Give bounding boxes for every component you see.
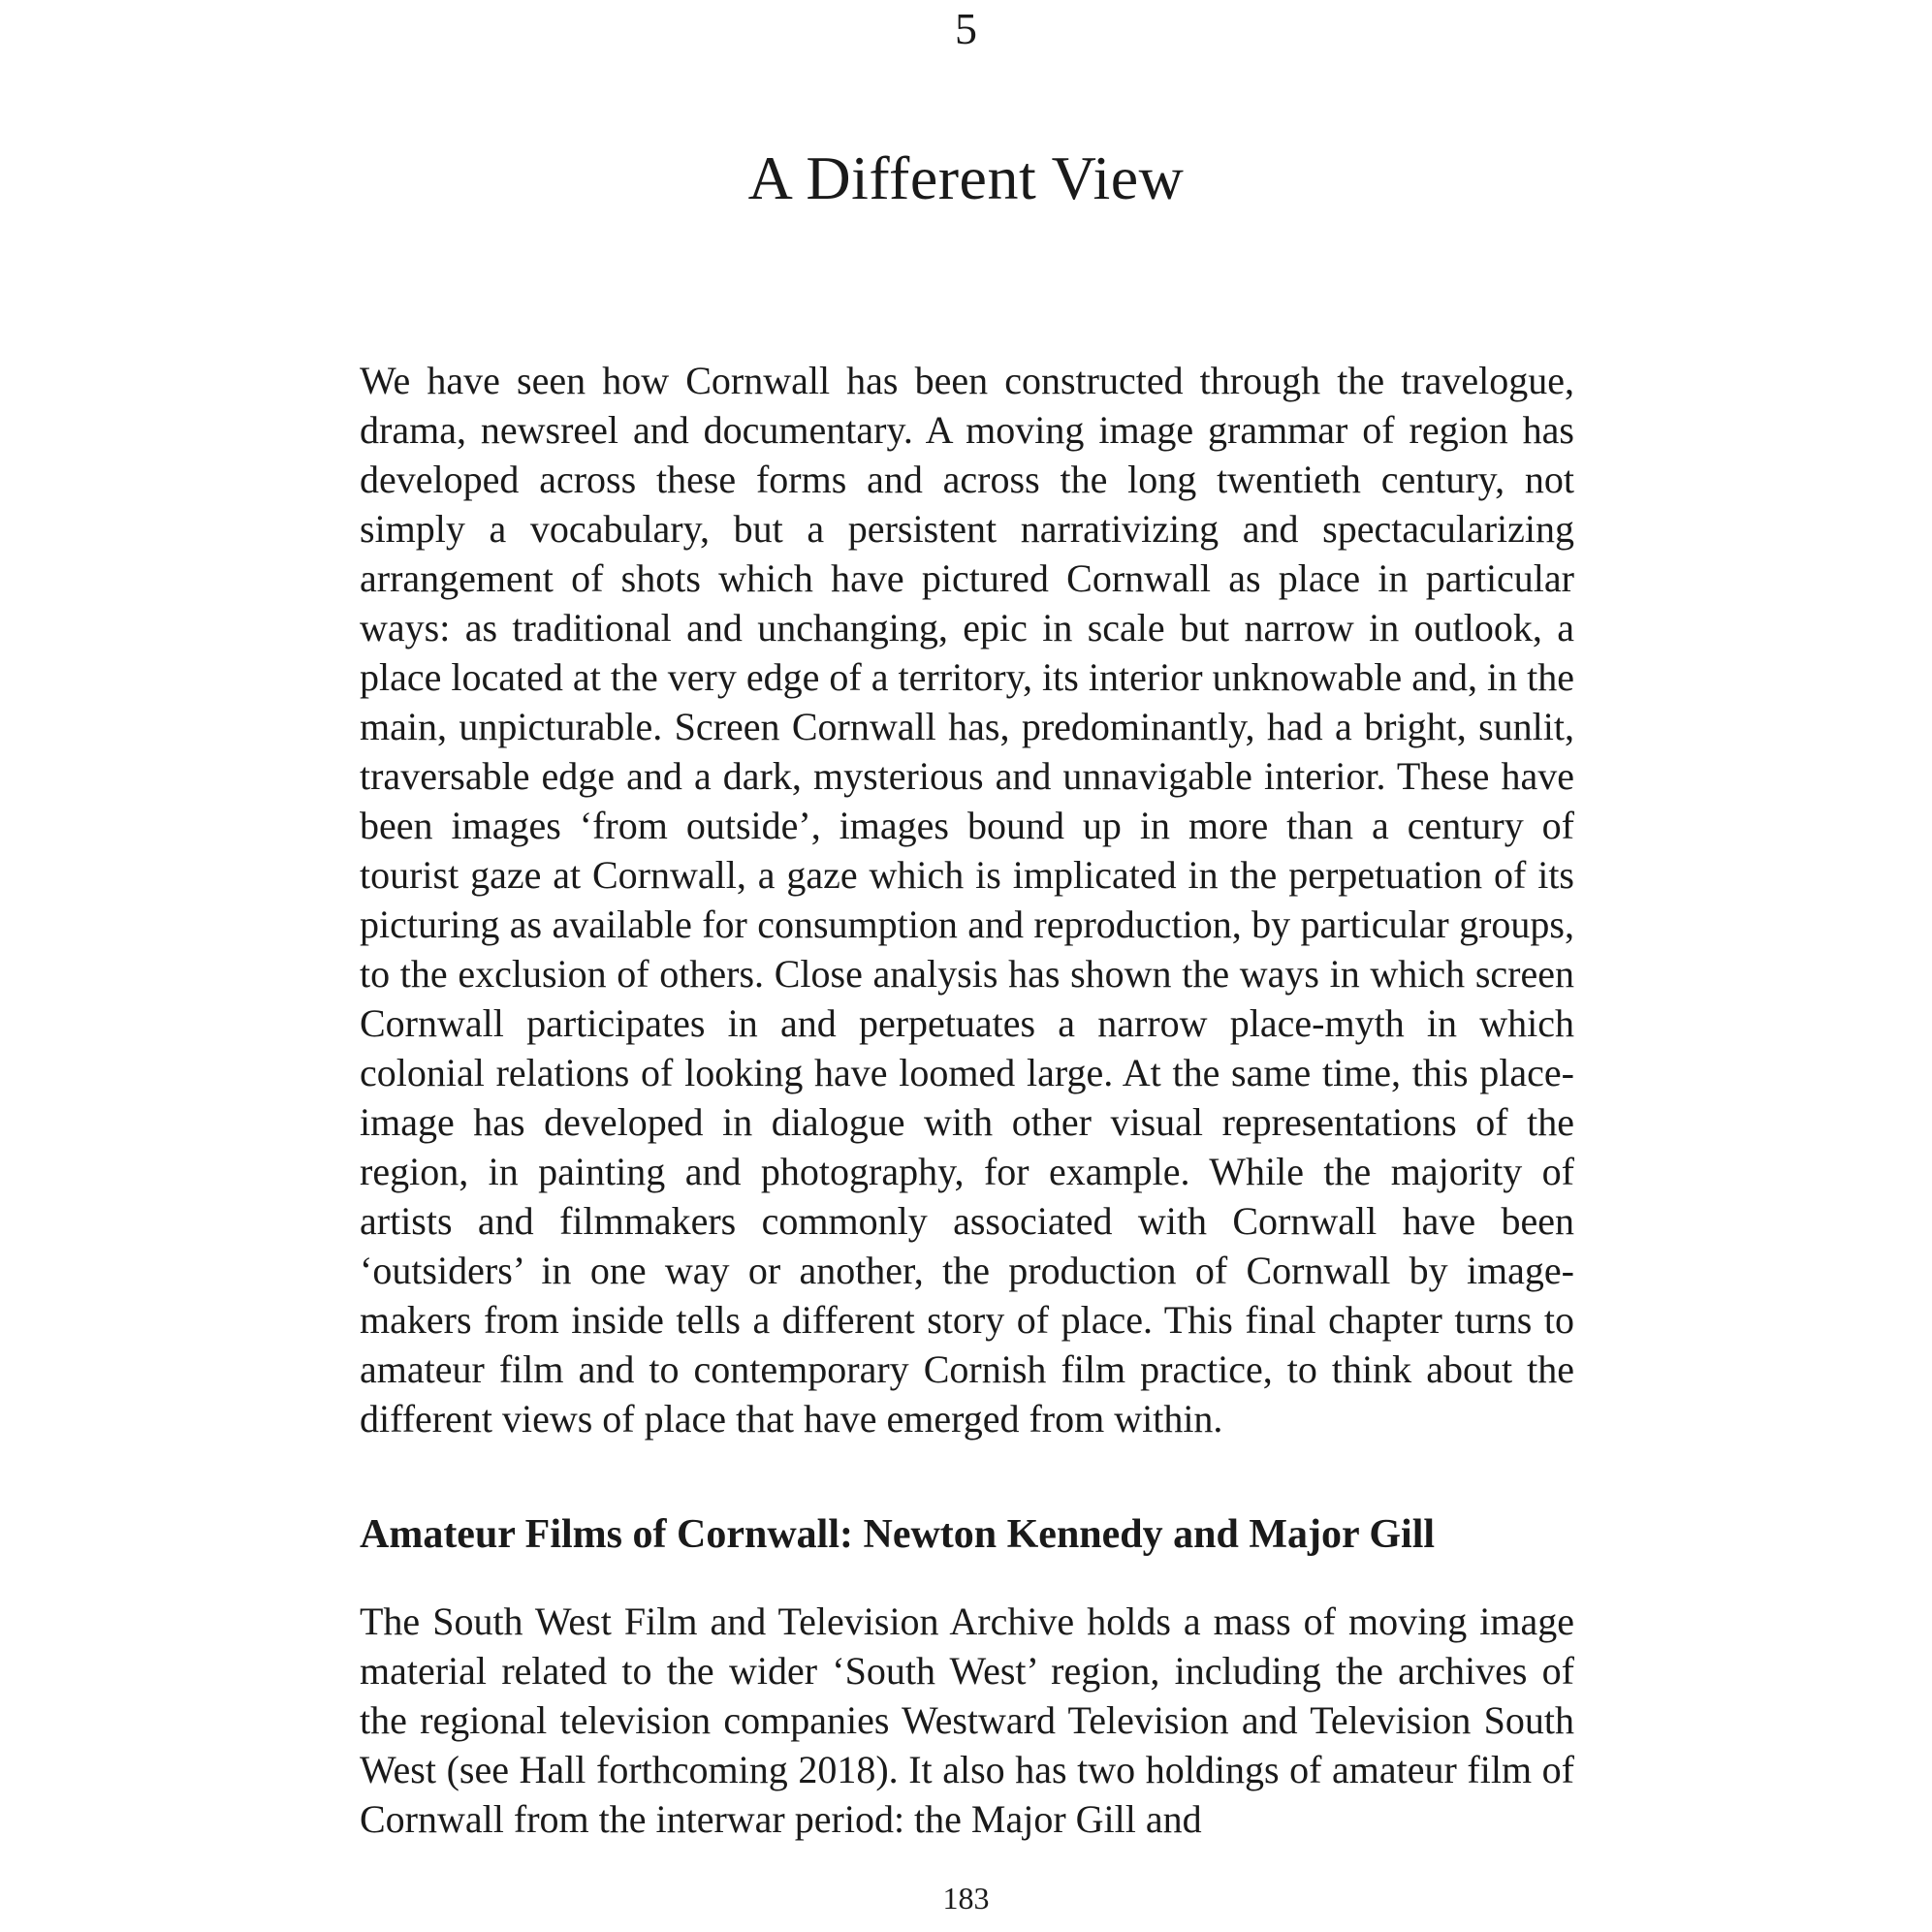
section-paragraph: The South West Film and Television Archive holds a mass of moving image material related to the wider ‘South West’ region, including the archives of the regional television companies Westward Television and Television South West (see Hall forthcoming 2018). It also has two holdings of amateur film of Cornwall from the interwar period: the Major Gill and bbox=[360, 1599, 1574, 1841]
chapter-title: A Different View bbox=[747, 143, 1185, 212]
intro-paragraph: We have seen how Cornwall has been constructed through the travelogue, drama, newsreel and documentary. A moving image grammar of region has developed across these forms and across the long twentieth century, not simply a vocabulary, but a persistent narrativizing and spectacularizing arrangement of shots which have pictured Cornwall as place in particular ways: as traditional and unchanging, epic in scale but narrow in outlook, a place located at the very edge of a territory, its interior unknowable and, in the main, unpicturable. Screen Cornwall has, predominantly, had a bright, sunlit, traversable edge and a dark, mysterious and unnavigable interior. These have been images ‘from outside’, images bound up in more than a century of tourist gaze at Cornwall, a gaze which is implicated in the perpetuation of its picturing as available for consumption and reproduction, by particular groups, to the exclusion of others. Close analysis has shown the ways in which screen Cornwall participates in and perpetuates a narrow place-myth in which colonial relations of looking have loomed large. At the same time, this place-image has developed in dialogue with other visual representations of the region, in painting and photography, for example. While the majority of artists and filmmakers commonly associated with Cornwall have been ‘outsiders’ in one way or another, the production of Cornwall by image-makers from inside tells a different story of place. This final chapter turns to amateur film and to contemporary Cornish film practice, to think about the different views of place that have emerged from within. bbox=[360, 359, 1574, 1441]
page-number: 183 bbox=[942, 1881, 990, 1916]
section-heading: Amateur Films of Cornwall: Newton Kennedy and Major Gill bbox=[360, 1512, 1436, 1557]
intro-paragraph-block bbox=[360, 356, 1574, 1443]
section-paragraph-block bbox=[360, 1597, 1574, 1844]
chapter-number: 5 bbox=[955, 4, 977, 53]
